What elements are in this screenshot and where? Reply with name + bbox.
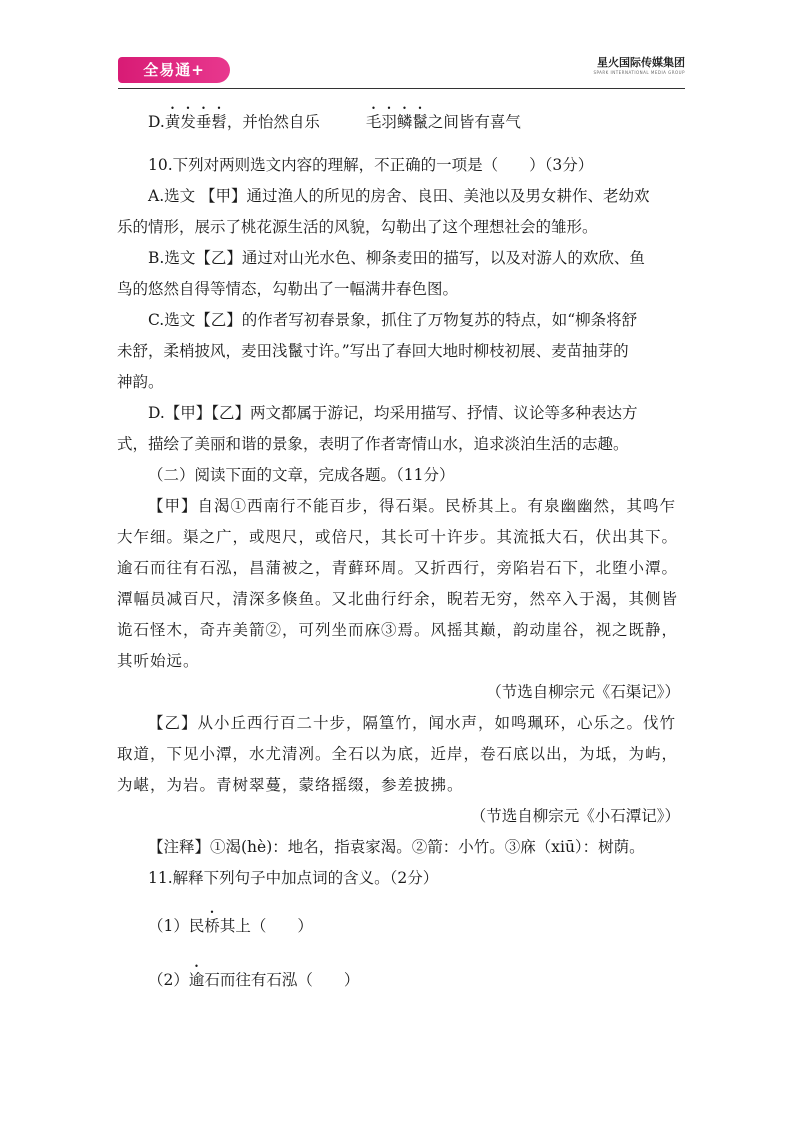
dotted-word: 黄发垂髫 xyxy=(164,113,227,131)
section-heading: （二）阅读下面的文章，完成各题。（11分） xyxy=(148,466,455,484)
logo-text: 全易通 xyxy=(143,61,192,79)
q10-stem: 10.下列对两则选文内容的理解，不正确的一项是（ ）（3分） xyxy=(148,156,594,174)
q10-option-c-line2: 未舒，柔梢披风，麦田浅鬣寸许。”写出了春回大地时柳枝初展、麦苗抽芽的 xyxy=(117,342,629,360)
header-company-block xyxy=(593,56,685,76)
passage-line: 【乙】从小丘西行百二十步，隔篁竹，闻水声，如鸣珮环，心乐之。伐竹 xyxy=(148,714,677,732)
passage-jia xyxy=(117,491,688,677)
brand-logo xyxy=(118,57,230,83)
dotted-word: 桥 xyxy=(204,917,220,935)
q10-option-c-line1: C.选文【乙】的作者写初春景象，抓住了万物复苏的特点，如“柳条将舒 xyxy=(148,311,638,329)
q10-option-b-line2: 鸟的悠然自得等情态，勾勒出了一幅满井春色图。 xyxy=(117,280,459,298)
passage-yi xyxy=(117,708,688,801)
logo-plus: + xyxy=(191,61,205,79)
company-name-en: SPARK INTERNATIONAL MEDIA GROUP xyxy=(593,70,685,75)
q11-item-1: （1）民桥其上（ ） xyxy=(148,917,313,935)
q10-option-c-line3: 神韵。 xyxy=(117,373,164,391)
dotted-word: 毛羽鳞鬣 xyxy=(365,113,428,131)
passage-line: 【甲】自渴①西南行不能百步，得石渠。民桥其上。有泉幽幽然，其鸣乍 xyxy=(148,497,677,515)
passage-line: 为嵁，为岩。青树翠蔓，蒙络摇缀，参差披拂。 xyxy=(117,776,464,794)
passage-line: 逾石而往有石泓，昌蒲被之，青藓环周。又折西行，旁陷岩石下，北堕小潭。 xyxy=(117,559,679,577)
passage-line: 其听始远。 xyxy=(117,652,200,670)
annotation-notes: 【注释】①渴(hè)：地名，指袁家渴。②箭：小竹。③庥（xiū）：树荫。 xyxy=(148,838,645,856)
passage-line: 大乍细。渠之广，或咫尺，或倍尺，其长可十许步。其流抵大石，伏出其下。 xyxy=(117,528,679,546)
company-name: 星火国际传媒集团 xyxy=(597,56,685,69)
q10-option-b-line1: B.选文【乙】通过对山光水色、柳条麦田的描写，以及对游人的欢欣、鱼 xyxy=(148,249,645,267)
document-body xyxy=(117,104,688,996)
passage-line: 诡石怪木，奇卉美箭②，可列坐而庥③焉。风摇其巅，韵动崖谷，视之既静， xyxy=(117,621,679,639)
q10-option-a-line2: 乐的情形，展示了桃花源生活的风貌，勾勒出了这个理想社会的雏形。 xyxy=(117,218,598,236)
header-divider xyxy=(118,88,685,89)
q10-option-a-line1: A.选文 【甲】通过渔人的所见的房舍、良田、美池以及男女耕作、老幼欢 xyxy=(148,187,650,205)
source-citation: （节选自柳宗元《石渠记》） xyxy=(486,683,680,701)
dotted-word: 逾 xyxy=(188,971,205,989)
passage-line: 取道，下见小潭，水尤清冽。全石以为底，近岸，卷石底以出，为坻，为屿， xyxy=(117,745,679,763)
page-header xyxy=(118,52,685,90)
q11-item-2: （2）逾石而往有石泓（ ） xyxy=(148,971,360,989)
source-citation: （节选自柳宗元《小石潭记》） xyxy=(470,807,680,825)
q9-option-d: D.黄发垂髫，并怡然自乐 毛羽鳞鬣之间皆有喜气 xyxy=(148,113,521,131)
passage-line: 潭幅员减百尺，清深多倏鱼。又北曲行纡余，睨若无穷，然卒入于渴，其侧皆 xyxy=(117,590,679,608)
q11-stem: 11.解释下列句子中加点词的含义。（2分） xyxy=(148,869,439,887)
q10-option-d-line1: D.【甲】【乙】两文都属于游记，均采用描写、抒情、议论等多种表达方 xyxy=(148,404,638,422)
q10-option-d-line2: 式，描绘了美丽和谐的景象，表明了作者寄情山水，追求淡泊生活的志趣。 xyxy=(117,435,629,453)
